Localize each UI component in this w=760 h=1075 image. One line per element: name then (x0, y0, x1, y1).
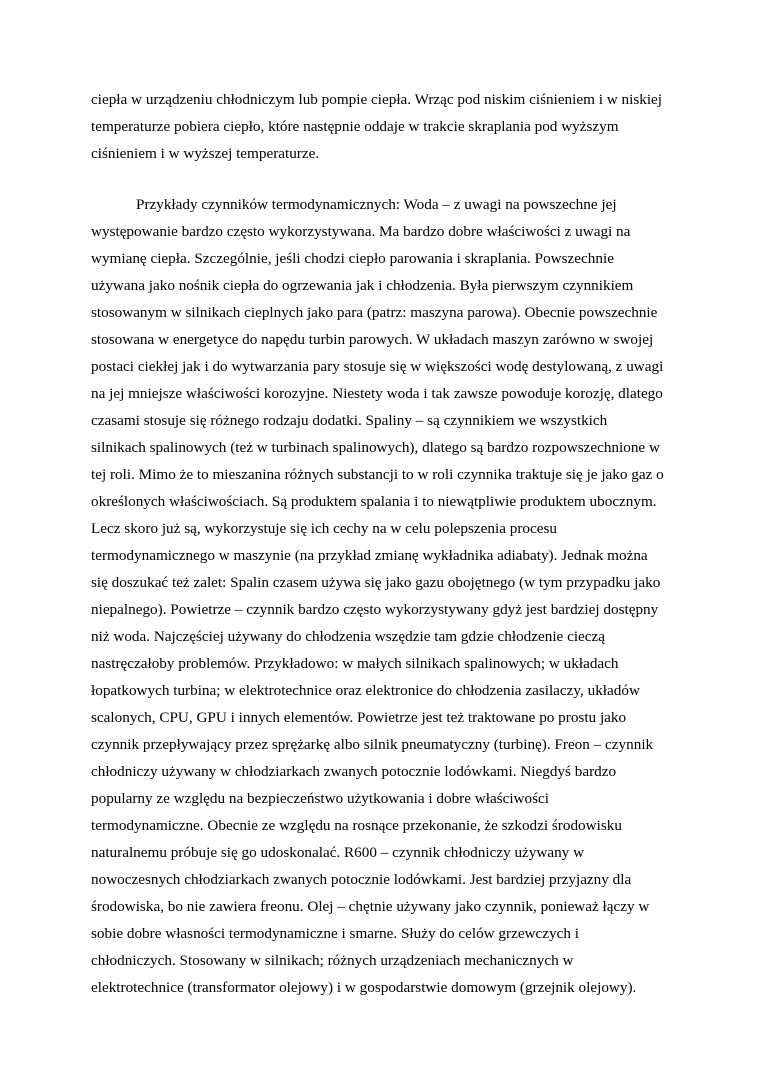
text-line: występowanie bardzo często wykorzystywana. Ma bardzo dobre właściwości z uwagi na (91, 223, 631, 240)
text-line: ciepła w urządzeniu chłodniczym lub pompie ciepła. Wrząc pod niskim ciśnieniem i w niskiej (91, 91, 662, 108)
text-line: termodynamicznego w maszynie (na przykład zmianę wykładnika adiabaty). Jednak można (91, 547, 648, 564)
text-line: Przykłady czynników termodynamicznych: Woda – z uwagi na powszechne jej (136, 196, 617, 213)
text-line: naturalnemu próbuje się go udoskonalać. R600 – czynnik chłodniczy używany w (91, 844, 585, 861)
text-line: używana jako nośnik ciepła do ogrzewania jak i chłodzenia. Była pierwszym czynnikiem (91, 277, 634, 294)
text-line: tej roli. Mimo że to mieszanina różnych substancji to w roli czynnika traktuje się je jako gaz o (91, 466, 664, 483)
text-line: się doszukać też zalet: Spalin czasem używa się jako gazu obojętnego (w tym przypadku jako (91, 574, 661, 591)
text-line: niepalnego). Powietrze – czynnik bardzo często wykorzystywany gdyż jest bardziej dostępny (91, 601, 659, 618)
text-line: środowiska, bo nie zawiera freonu. Olej – chętnie używany jako czynnik, ponieważ łączy w (91, 898, 650, 915)
text-line: sobie dobre własności termodynamiczne i smarne. Służy do celów grzewczych i (91, 925, 579, 942)
text-line: czasami stosuje się różnego rodzaju dodatki. Spaliny – są czynnikiem we wszystkich (91, 412, 608, 429)
text-line: scalonych, CPU, GPU i innych elementów. Powietrze jest też traktowane po prostu jako (91, 709, 627, 726)
text-line: postaci ciekłej jak i do wytwarzania pary stosuje się w większości wodę destylowaną, z uwagi (91, 358, 664, 375)
text-line: określonych właściwościach. Są produktem spalania i to niewątpliwie produktem ubocznym. (91, 493, 657, 510)
text-line: nastręczałoby problemów. Przykładowo: w małych silnikach spalinowych; w układach (91, 655, 619, 672)
text-line: elektrotechnice (transformator olejowy) i w gospodarstwie domowym (grzejnik olejowy). (91, 979, 637, 996)
text-line: ciśnieniem i w wyższej temperaturze. (91, 145, 320, 162)
text-line: łopatkowych turbina; w elektrotechnice oraz elektronice do chłodzenia zasilaczy, układów (91, 682, 640, 699)
text-line: temperaturze pobiera ciepło, które następnie oddaje w trakcie skraplania pod wyższym (91, 118, 619, 135)
text-line: stosowana w energetyce do napędu turbin parowych. W układach maszyn zarówno w swojej (91, 331, 654, 348)
text-line: popularny ze względu na bezpieczeństwo użytkowania i dobre właściwości (91, 790, 549, 807)
text-line: nowoczesnych chłodziarkach zwanych potocznie lodówkami. Jest bardziej przyjazny dla (91, 871, 632, 888)
text-line: wymianę ciepła. Szczególnie, jeśli chodzi ciepło parowania i skraplania. Powszechnie (91, 250, 614, 267)
text-line: stosowanym w silnikach cieplnych jako para (patrz: maszyna parowa). Obecnie powszechnie (91, 304, 658, 321)
text-line: czynnik przepływający przez sprężarkę albo silnik pneumatyczny (turbinę). Freon – czynnik (91, 736, 654, 753)
text-line: niż woda. Najczęściej używany do chłodzenia wszędzie tam gdzie chłodzenie cieczą (91, 628, 606, 645)
text-line: termodynamiczne. Obecnie ze względu na rosnące przekonanie, że szkodzi środowisku (91, 817, 622, 834)
text-line: chłodniczy używany w chłodziarkach zwanych potocznie lodówkami. Niegdyś bardzo (91, 763, 617, 780)
text-line: silnikach spalinowych (też w turbinach spalinowych), dlatego są bardzo rozpowszechnione w (91, 439, 660, 456)
text-line: na jej mniejsze właściwości korozyjne. Niestety woda i tak zawsze powoduje korozję, dlatego (91, 385, 663, 402)
text-line: Lecz skoro już są, wykorzystuje się ich cechy na w celu polepszenia procesu (91, 520, 557, 537)
text-line: chłodniczych. Stosowany w silnikach; różnych urządzeniach mechanicznych w (91, 952, 574, 969)
